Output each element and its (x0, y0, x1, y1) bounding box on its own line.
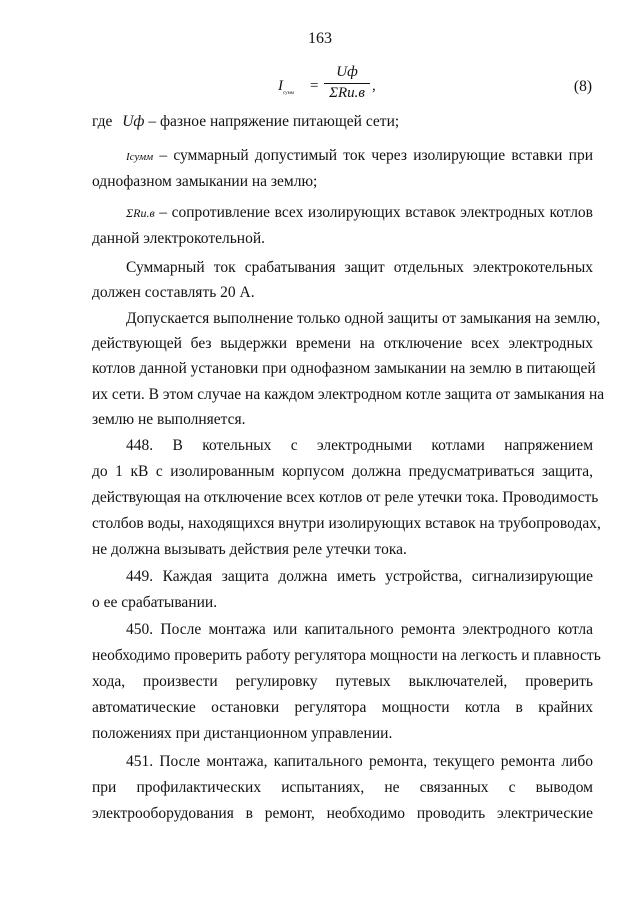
r-symbol: ΣRи.в (126, 206, 155, 220)
paragraph-1-line-2: должен составлять 20 А. (92, 284, 255, 301)
where-word: где (92, 113, 113, 130)
paragraph-450-line-2: необходимо проверить работу регулятора мощности на легкость и плавность (92, 647, 601, 664)
paragraph-449-line-2: о ее срабатывании. (92, 594, 218, 611)
formula-lhs (278, 78, 294, 96)
r-text-line1: – сопротивление всех изолирующих вставок электродных котлов (159, 204, 593, 221)
paragraph-450-line-5: положениях при дистанционном управлении. (92, 725, 393, 742)
paragraph-448-line-4: столбов воды, находящихся внутри изолирующих вставок на трубопроводах, (92, 515, 601, 532)
definition-u (92, 112, 593, 132)
paragraph-448-line-3: действующая на отключение всех котлов от реле утечки тока. Проводимость (92, 489, 599, 506)
formula-equals: = (310, 78, 319, 94)
formula-lhs-symbol: I (278, 78, 283, 94)
paragraph-450-line-4: автоматические остановки регулятора мощности котла в крайних (92, 699, 593, 716)
paragraph-449-line-1: 449. Каждая защита должна иметь устройства, сигнализирующие (126, 568, 593, 585)
paragraph-448-line-1: 448. В котельных с электродными котлами напряжением (126, 437, 593, 454)
formula-numerator: Uф (336, 64, 358, 80)
paragraph-450-line-1: 450. После монтажа или капитального ремонта электродного котла (126, 621, 593, 638)
paragraph-451-line-1: 451. После монтажа, капитального ремонта, текущего ремонта либо (126, 753, 593, 770)
paragraph-448-line-2: до 1 кВ с изолированным корпусом должна предусматриваться защита, (92, 463, 593, 480)
paragraph-1-line-1: Суммарный ток срабатывания защит отдельных электрокотельных (126, 259, 593, 276)
paragraph-2-line-2: действующей без выдержки времени на отключение всех электродных (92, 335, 593, 352)
formula-lhs-sub: сумм (283, 91, 294, 96)
u-text: – фазное напряжение питающей сети; (148, 113, 400, 130)
formula-comma: , (372, 78, 376, 94)
formula-fraction (324, 64, 370, 102)
paragraph-448-line-5: не должна вызывать действия реле утечки тока. (92, 541, 407, 558)
paragraph-2-line-3: котлов данной установки при однофазном замыкании на землю в питающей (92, 360, 596, 377)
paragraph-2-line-4: их сети. В этом случае на каждом электродном котле защита от замыкания на (92, 386, 605, 403)
formula-denominator: ΣRи.в (329, 85, 365, 101)
definition-r-line2: данной электрокотельной. (92, 230, 266, 247)
equation-number: (8) (573, 78, 592, 95)
paragraph-2-line-5: землю не выполняется. (92, 411, 246, 428)
fraction-bar (324, 83, 370, 84)
definition-r-line1 (126, 203, 593, 223)
paragraph-450-line-3: хода, произвести регулировку путевых выключателей, проверить (92, 673, 593, 690)
page-number: 163 (308, 30, 332, 47)
i-text-line1: – суммарный допустимый ток через изолирующие вставки при (159, 147, 593, 164)
definition-i-line1 (126, 146, 593, 167)
paragraph-451-line-3: электрооборудования в ремонт, необходимо проводить электрические (92, 805, 593, 822)
paragraph-451-line-2: при профилактических испытаниях, не связанных с выводом (92, 779, 593, 796)
i-symbol: Iсумм (126, 151, 154, 163)
definition-i-line2: однофазном замыкании на землю; (92, 173, 318, 190)
u-symbol: Uф (122, 113, 145, 130)
paragraph-2-line-1: Допускается выполнение только одной защиты от замыкания на землю, (126, 310, 601, 327)
